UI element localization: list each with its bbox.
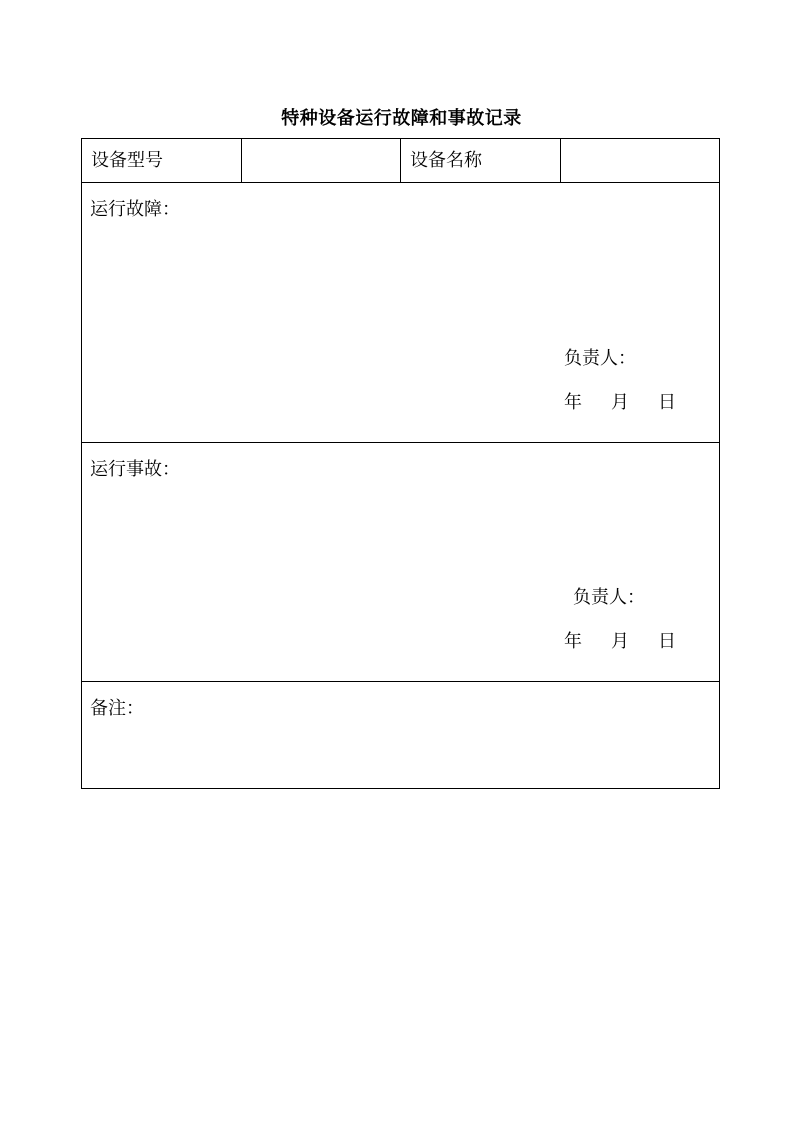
equipment-model-label: 设备型号 xyxy=(82,139,242,183)
accident-date-year: 年 xyxy=(564,631,582,652)
fault-responsible-label: 负责人： xyxy=(564,348,636,369)
equipment-info-row xyxy=(82,139,719,183)
record-table xyxy=(81,138,720,789)
fault-date-year: 年 xyxy=(564,392,582,413)
accident-label: 运行事故： xyxy=(90,459,180,480)
equipment-name-value[interactable] xyxy=(561,139,719,183)
fault-section xyxy=(82,183,719,443)
fault-date-day: 日 xyxy=(658,392,676,413)
remarks-label: 备注： xyxy=(90,698,144,719)
accident-date-day: 日 xyxy=(658,631,676,652)
fault-label: 运行故障： xyxy=(90,199,180,220)
fault-date-month: 月 xyxy=(611,392,629,413)
accident-responsible-label: 负责人： xyxy=(573,587,645,608)
document-title: 特种设备运行故障和事故记录 xyxy=(281,108,522,129)
accident-date-month: 月 xyxy=(611,631,629,652)
accident-section xyxy=(82,443,719,682)
equipment-model-value[interactable] xyxy=(242,139,401,183)
remarks-section xyxy=(82,682,719,788)
equipment-name-label: 设备名称 xyxy=(401,139,561,183)
